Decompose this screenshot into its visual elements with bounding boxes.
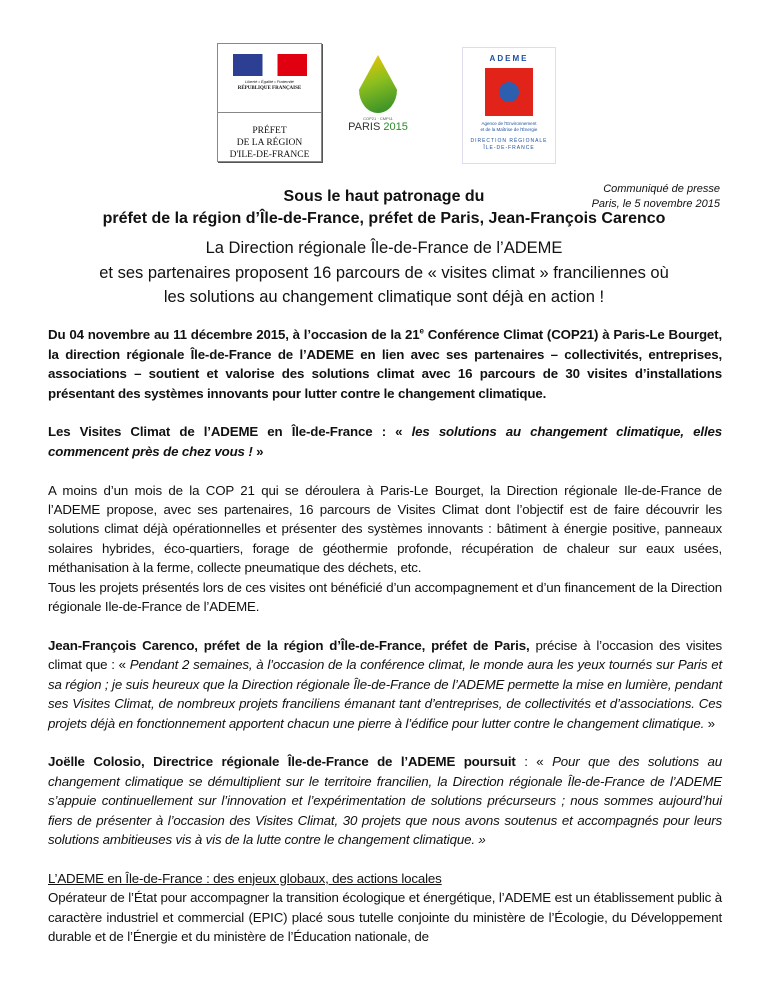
logo-bar [0,43,768,163]
text-run: Tous les projets présentés lors de ces visites ont bénéficié d’un accompagnement et d’un financement de la Direction régionale Ile-de-France de l’ADEME. [48,579,722,615]
ademe-agency-line: et de la Maîtrise de l'Énergie [480,127,538,132]
text-run: : « [515,754,553,770]
text-run: précise à l’occasion des visites climat que : « [48,637,722,673]
intro-paragraph [48,322,722,403]
subtitle-line: et ses partenaires proposent 16 parcours de « visites climat » franciliennes où [99,263,669,282]
text-run: Conférence Climat (COP21) à Paris-Le Bourget, la direction régionale Île-de-France de l’ADEME en lien avec ses partenaires – collectivités, entreprises, associations – soutient et valorise des solutions climat avec 16 parcours de 30 visites d’installations présentant des systèmes innovants pour lutter contre le changement climatique. [48,327,723,401]
text-run: Les Visites Climat de l’ADEME en Île-de-France : « [48,424,412,440]
text-run: A moins d’un mois de la COP 21 qui se déroulera à Paris-Le Bourget, la Direction régionale Ile-de-France de l’ADEME propose, avec ses partenaires, 16 parcours de Visites Climat dont l’objectif est de faire découvrir les solutions climat déjà opérationnelles et présenter des systèmes innovants : bâtiment à énergie positive, panneaux solaires hybrides, éco-quartiers, forage de géothermie profonde, récupération de chaleur sur eaux usées, méthanisation à la ferme, collecte pneumatique des déchets, etc. [48,482,722,576]
prefet-name-line: D'ILE-DE-FRANCE [229,150,310,160]
ademe-logo [462,47,556,164]
ademe-direction-line: ÎLE-DE-FRANCE [483,145,535,151]
superscript: e [419,327,424,336]
prefet-name-line: PRÉFET [252,126,287,136]
quote: Pour que des solutions au changement climatique se démultiplient sur le territoire francilien, la Direction régionale Île-de-France de l’ADEME s’appuie continuellement sur l’innovation et l’expérimentation de solutions précurseurs ; nous sommes aujourd’hui fiers de présenter à l’occasion des Visites Climat, 30 projets que nous avons soutenus et accompagnés pour leurs solutions ambitieuses vis à vis de la lutte contre le changement climatique. » [48,754,722,847]
carenco-paragraph [48,636,722,733]
prefet-logo [217,43,322,162]
colosio-paragraph [48,752,722,849]
body-text [48,322,722,966]
subtitle-line: les solutions au changement climatique sont déjà en action ! [163,288,605,306]
leaf-drop-icon [359,55,397,113]
cop21-logo [338,55,418,155]
cop-paragraph-2 [48,578,722,617]
quote: Pendant 2 semaines, à l’occasion de la conférence climat, le monde aura les yeux tournés sur Paris et sa région ; je suis heureux que la Direction régionale Île-de-France de l’ADEME permette la mise en lumière, pendant ses Visites Climat, de nombreux projets franciliens émanant tant d’entreprises, de collectivités et d’associations. Ces projets déjà en fonctionnement apportent chacun une pierre à l’édifice pour lutter contre le changement climatique. [48,657,722,731]
marianne-flag-icon [233,54,307,76]
text-run: Joëlle Colosio, Directrice régionale Île-de-France de l’ADEME poursuit [48,754,516,770]
subtitle-line: La Direction régionale Île-de-France de l’ADEME [205,239,563,257]
cop21-city: PARIS [348,121,381,133]
text-run: » [704,715,715,731]
republique-label: RÉPUBLIQUE FRANÇAISE [237,86,302,91]
text-run: Jean-François Carenco, préfet de la région d’Île-de-France, préfet de Paris, [48,637,530,653]
press-date: Paris, le 5 novembre 2015 [591,198,720,210]
title [0,186,768,230]
cop21-year: 2015 [383,121,408,133]
ademe-title: ADEME [489,54,529,63]
text-run: Du 04 novembre au 11 décembre 2015, à l’occasion de la 21 [48,327,420,343]
visites-heading [48,422,722,461]
ademe-agency-line: Agence de l'Environnement [481,121,537,126]
section-heading: L’ADEME en Île-de-France : des enjeux globaux, des actions locales [48,870,442,886]
text-run: les solutions au changement climatique, elles commencent près de chez vous ! [48,424,722,459]
prefet-name-line: DE LA RÉGION [236,138,303,148]
motto: Liberté • Égalité • Fraternité [245,79,294,84]
globe-icon [485,68,533,116]
subtitle [0,236,768,310]
cop-paragraph [48,481,722,578]
section-paragraph: Opérateur de l’État pour accompagner la transition écologique et énergétique, l’ADEME est un établissement public à caractère industriel et commercial (EPIC) placé sous tutelle conjointe du ministère de l’Écologie, du Développement durable et de l’Énergie et du ministère de l’Éducation nationale, de [48,890,722,944]
text-run: » [252,443,264,459]
title-line: Sous le haut patronage du [283,188,485,205]
ademe-direction-line: DIRECTION RÉGIONALE [470,138,548,144]
cop21-small: COP21 · CMP11 [363,116,393,121]
press-label: Communiqué de presse [603,183,720,195]
title-line: préfet de la région d’Île-de-France, préfet de Paris, Jean-François Carenco [102,210,666,227]
